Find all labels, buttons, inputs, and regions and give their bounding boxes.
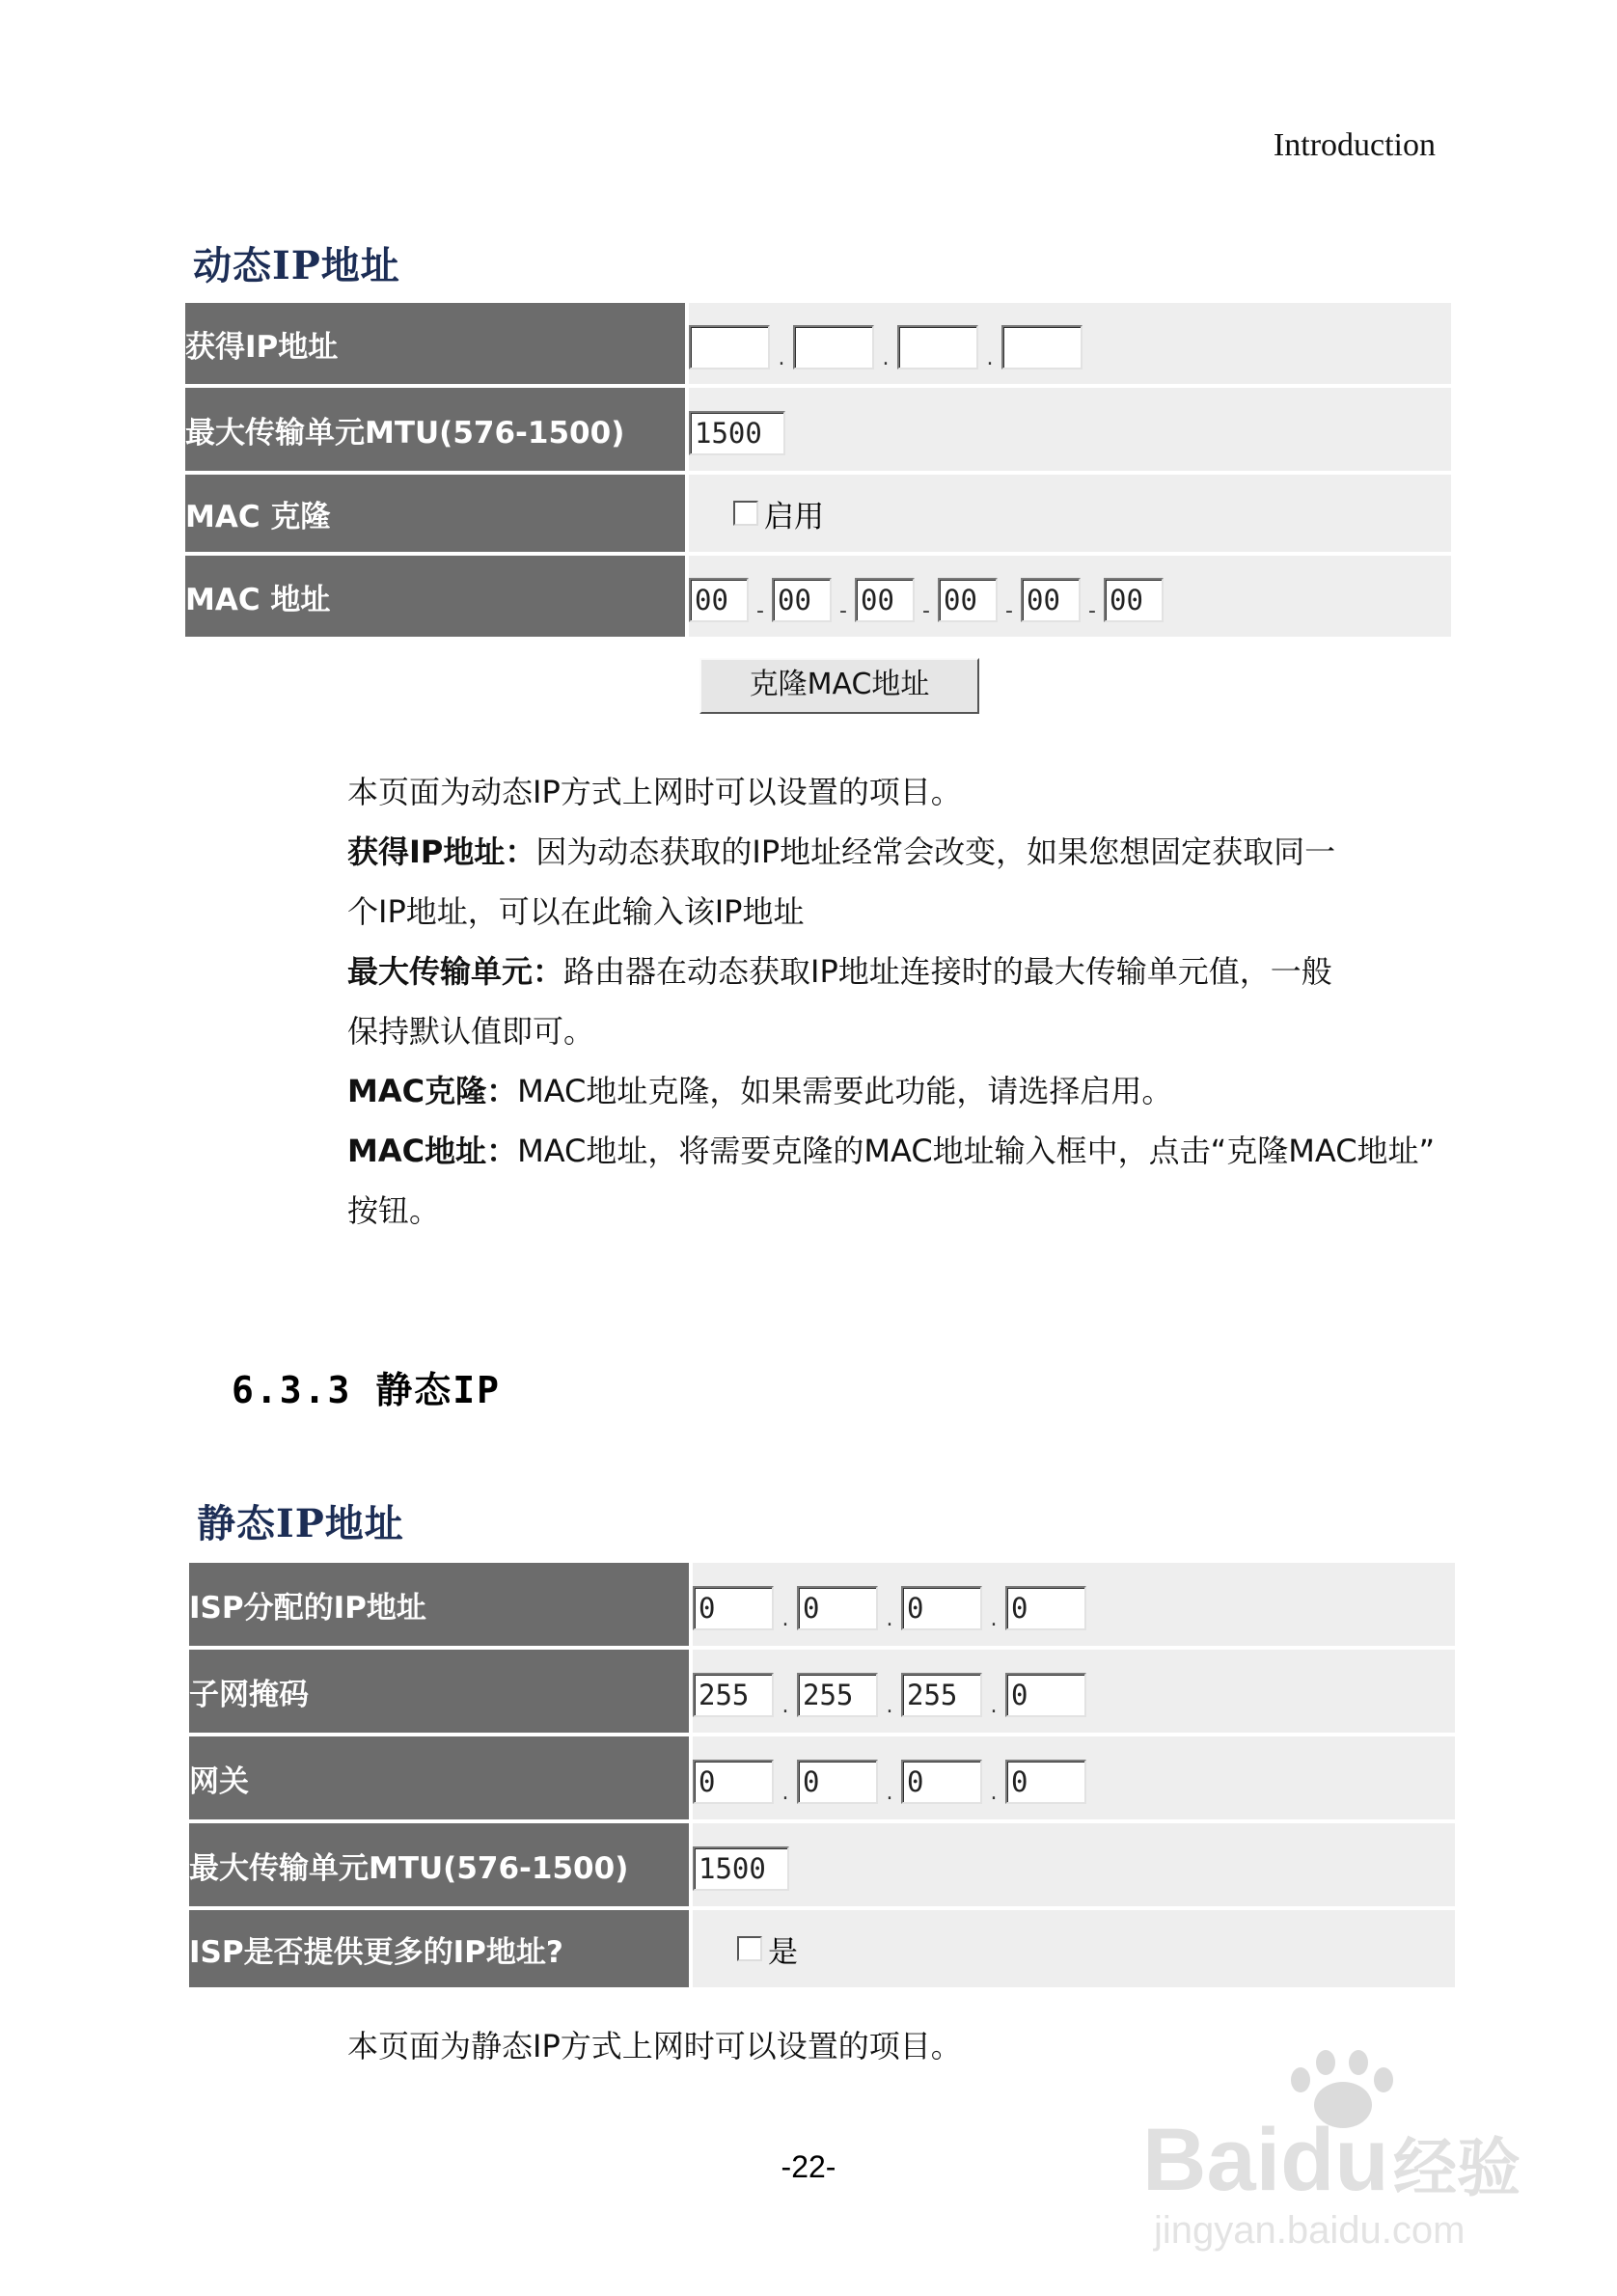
dyn-mac-row	[185, 556, 1451, 637]
more-ip-row	[189, 1910, 1455, 1987]
dash-separator: -	[1088, 599, 1096, 623]
static-mtu-label: 最大传输单元MTU(576-1500)	[189, 1823, 693, 1906]
dyn-ip-octet-4[interactable]	[1001, 325, 1083, 369]
gateway-octet-3[interactable]: 0	[901, 1760, 982, 1804]
static-ip-panel-title: 静态IP地址	[197, 1501, 404, 1546]
dyn-mtu-label: 最大传输单元MTU(576-1500)	[185, 388, 689, 471]
dyn-desc-ip-term: 获得IP地址：	[347, 834, 536, 870]
dyn-desc-mtu-text-cont: 保持默认值即可。	[347, 1013, 595, 1050]
mask-octet-4[interactable]: 0	[1005, 1673, 1086, 1717]
dyn-desc-clone-text: MAC地址克隆，如果需要此功能，请选择启用。	[517, 1073, 1173, 1109]
mac-octet-4[interactable]: 00	[938, 578, 998, 622]
dot-separator: .	[781, 1694, 789, 1718]
more-ip-label: ISP是否提供更多的IP地址?	[189, 1910, 693, 1987]
watermark-brand: Baidu	[1142, 2111, 1389, 2209]
more-ip-checkbox[interactable]	[737, 1936, 762, 1961]
static-mtu-input[interactable]: 1500	[693, 1846, 789, 1891]
subnet-mask-label: 子网掩码	[189, 1650, 693, 1733]
dyn-ip-octet-1[interactable]	[689, 325, 770, 369]
dynamic-ip-panel-title: 动态IP地址	[193, 243, 400, 288]
subnet-mask-fields	[693, 1665, 1455, 1717]
static-ip-label: ISP分配的IP地址	[189, 1563, 693, 1646]
dot-separator: .	[886, 1607, 893, 1631]
dyn-ip-row	[185, 303, 1451, 384]
running-header: Introduction	[1273, 127, 1436, 163]
static-ip-octet-3[interactable]: 0	[901, 1586, 982, 1630]
dash-separator: -	[922, 599, 930, 623]
gateway-octet-2[interactable]: 0	[797, 1760, 878, 1804]
dot-separator: .	[990, 1607, 998, 1631]
mac-octet-5[interactable]: 00	[1021, 578, 1081, 622]
static-mtu-row	[189, 1823, 1455, 1906]
dash-separator: -	[1005, 599, 1013, 623]
mac-octet-1[interactable]: 00	[689, 578, 749, 622]
dash-separator: -	[756, 599, 764, 623]
clone-mac-button[interactable]: 克隆MAC地址	[699, 658, 979, 714]
dot-separator: .	[990, 1694, 998, 1718]
dot-separator: .	[781, 1607, 789, 1631]
dyn-desc-mac-text-cont: 按钮。	[347, 1192, 441, 1229]
watermark-cn: 经验	[1393, 2131, 1521, 2205]
dyn-mtu-input[interactable]: 1500	[689, 411, 785, 455]
static-ip-fields	[693, 1578, 1455, 1630]
dyn-ip-label: 获得IP地址	[185, 303, 689, 384]
static-desc-intro: 本页面为静态IP方式上网时可以设置的项目。	[347, 2028, 962, 2064]
gateway-octet-1[interactable]: 0	[693, 1760, 774, 1804]
watermark-url: jingyan.baidu.com	[1154, 2209, 1466, 2252]
mac-clone-checkbox[interactable]	[733, 501, 758, 526]
dyn-ip-octet-3[interactable]	[897, 325, 978, 369]
mac-octet-2[interactable]: 00	[772, 578, 832, 622]
mac-clone-checkbox-label: 启用	[764, 499, 824, 534]
dyn-ip-fields	[689, 317, 1451, 369]
dyn-clone-row	[185, 475, 1451, 552]
dyn-ip-octet-2[interactable]	[793, 325, 874, 369]
dyn-desc-ip-text-cont: 个IP地址，可以在此输入该IP地址	[347, 893, 805, 930]
static-ip-octet-1[interactable]: 0	[693, 1586, 774, 1630]
dot-separator: .	[778, 346, 785, 370]
dot-separator: .	[886, 1694, 893, 1718]
static-ip-octet-2[interactable]: 0	[797, 1586, 878, 1630]
dot-separator: .	[882, 346, 890, 370]
dyn-desc-clone-term: MAC克隆：	[347, 1073, 518, 1109]
gateway-row	[189, 1736, 1455, 1819]
mask-octet-1[interactable]: 255	[693, 1673, 774, 1717]
dash-separator: -	[839, 599, 847, 623]
dot-separator: .	[990, 1781, 998, 1805]
dyn-desc-intro: 本页面为动态IP方式上网时可以设置的项目。	[347, 774, 962, 810]
subnet-mask-row	[189, 1650, 1455, 1733]
static-ip-form	[189, 1559, 1455, 1991]
page-number: -22-	[781, 2149, 836, 2184]
dyn-desc-mac-term: MAC地址：	[347, 1133, 518, 1169]
dyn-mtu-row	[185, 388, 1451, 471]
dyn-desc-mtu-text: 路由器在动态获取IP地址连接时的最大传输单元值，一般	[563, 953, 1332, 990]
more-ip-checkbox-label: 是	[768, 1934, 798, 1970]
mask-octet-2[interactable]: 255	[797, 1673, 878, 1717]
dot-separator: .	[986, 346, 994, 370]
dyn-desc-mac-text: MAC地址，将需要克隆的MAC地址输入框中，点击“克隆MAC地址”	[517, 1133, 1436, 1169]
gateway-label: 网关	[189, 1736, 693, 1819]
gateway-octet-4[interactable]: 0	[1005, 1760, 1086, 1804]
section-heading: 6.3.3 静态IP	[232, 1369, 502, 1411]
mac-octet-3[interactable]: 00	[855, 578, 915, 622]
dot-separator: .	[886, 1781, 893, 1805]
static-ip-octet-4[interactable]: 0	[1005, 1586, 1086, 1630]
dot-separator: .	[781, 1781, 789, 1805]
static-ip-row	[189, 1563, 1455, 1646]
gateway-fields	[693, 1752, 1455, 1804]
baidu-jingyan-watermark	[1140, 2045, 1536, 2257]
dyn-desc-mtu-term: 最大传输单元：	[347, 953, 564, 990]
dynamic-ip-description	[347, 762, 1466, 1241]
mac-address-fields	[689, 570, 1451, 622]
dyn-desc-ip-text: 因为动态获取的IP地址经常会改变，如果您想固定获取同一	[535, 834, 1336, 870]
mask-octet-3[interactable]: 255	[901, 1673, 982, 1717]
dynamic-ip-form	[185, 299, 1451, 641]
dyn-mac-label: MAC 地址	[185, 556, 689, 637]
dyn-clone-label: MAC 克隆	[185, 475, 689, 552]
mac-octet-6[interactable]: 00	[1104, 578, 1164, 622]
